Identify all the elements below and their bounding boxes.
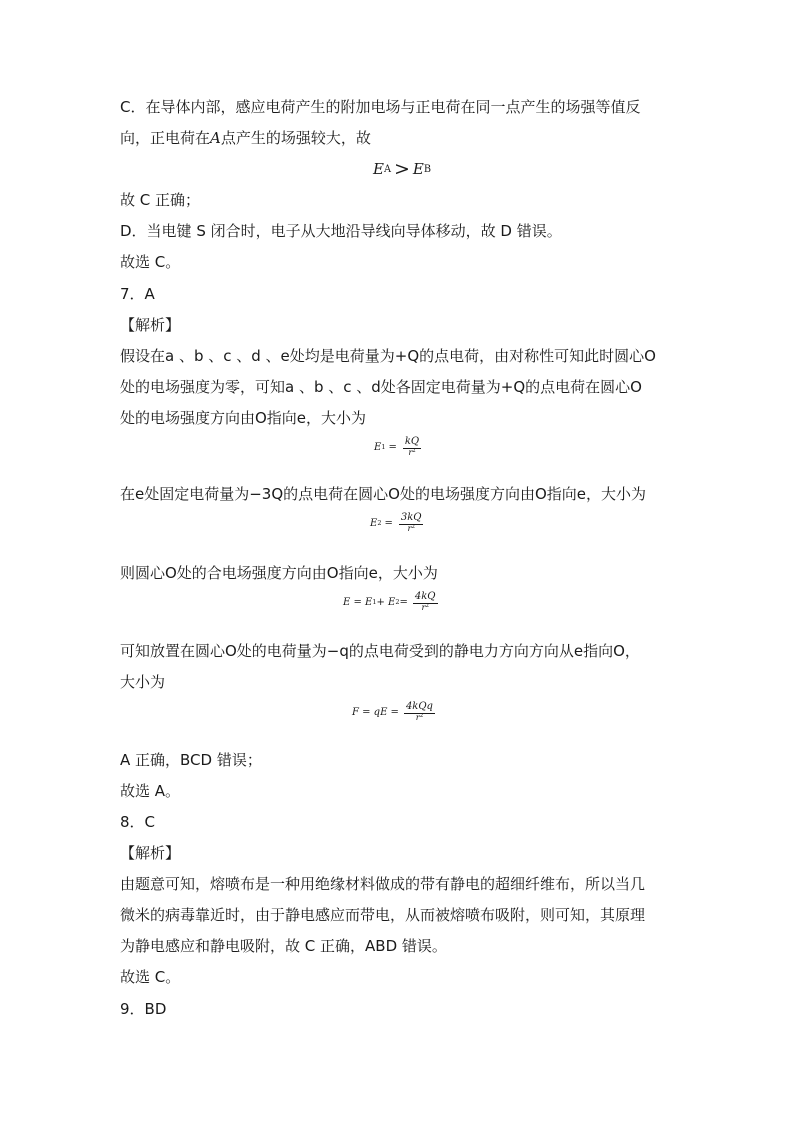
text-line: 处的电场强度方向由O指向e，大小为	[120, 409, 367, 427]
text-line: 微米的病毒靠近时，由于静电感应而带电，从而被熔喷布吸附，则可知，其原理	[120, 906, 646, 924]
text-line: 由题意可知，熔喷布是一种用绝缘材料做成的带有静电的超细纤维布，所以当几	[120, 875, 646, 893]
formula-operator: =	[399, 596, 408, 608]
formula-subscript: A	[383, 163, 391, 175]
formula-symbol: r	[421, 602, 426, 613]
formula-ea-gt-eb	[373, 158, 431, 180]
formula-superscript: 2	[411, 523, 415, 530]
text-line: 故选 C。	[120, 253, 181, 271]
formula-e1	[374, 437, 421, 457]
fraction-denominator	[416, 714, 423, 723]
formula-superscript: 2	[425, 602, 429, 609]
question-number: 7．A	[120, 285, 155, 303]
formula-text: F = qE =	[352, 706, 399, 718]
text-line: D．当电键 S 闭合时，电子从大地沿导线向导体移动，故 D 错误。	[120, 222, 562, 240]
text-line: 处的电场强度为零，可知a 、b 、c 、d处各固定电荷量为+Q的点电荷在圆心O	[120, 378, 642, 396]
formula-subscript: 1	[381, 443, 386, 452]
formula-operator: =	[384, 517, 393, 529]
formula-text: E = E	[343, 596, 373, 608]
text-fragment: 向，正电荷在	[120, 129, 211, 147]
text-line: 在e处固定电荷量为−3Q的点电荷在圆心O处的电场强度方向由O指向e，大小为	[120, 485, 646, 503]
formula-symbol: r	[408, 447, 413, 458]
point-label: A	[210, 129, 221, 147]
formula-symbol: r	[415, 712, 420, 723]
formula-force	[352, 702, 435, 722]
fraction-numerator: 3kQ	[400, 512, 422, 523]
fraction-numerator: 4kQq	[405, 701, 433, 712]
formula-operator: =	[388, 441, 397, 453]
text-line: 为静电感应和静电吸附，故 C 正确，ABD 错误。	[120, 937, 447, 955]
fraction	[413, 592, 438, 612]
formula-symbol: E	[412, 160, 424, 178]
formula-subscript: 1	[372, 598, 377, 607]
fraction-denominator	[422, 604, 429, 613]
formula-symbol: E	[370, 517, 378, 529]
text-line: 故选 C。	[120, 968, 181, 986]
formula-operator: >	[394, 158, 410, 180]
formula-subscript: 2	[377, 519, 382, 528]
formula-superscript: 2	[412, 447, 416, 454]
formula-subscript: B	[423, 163, 432, 175]
text-line: 故 C 正确；	[120, 191, 201, 209]
formula-symbol: r	[407, 523, 412, 534]
formula-e2	[370, 513, 423, 533]
formula-e-total	[343, 592, 438, 612]
text-line: 则圆心O处的合电场强度方向由O指向e，大小为	[120, 564, 438, 582]
formula-superscript: 2	[419, 712, 424, 719]
fraction-numerator: 4kQ	[414, 591, 436, 602]
fraction-denominator	[408, 449, 415, 458]
text-line: 故选 A。	[120, 782, 181, 800]
text-fragment: 点产生的场强较大，故	[220, 129, 371, 147]
text-line: C．在导体内部，感应电荷产生的附加电场与正电荷在同一点产生的场强等值反	[120, 98, 641, 116]
text-line: 大小为	[120, 673, 166, 691]
formula-text: + E	[376, 596, 396, 608]
text-line: 假设在a 、b 、c 、d 、e处均是电荷量为+Q的点电荷，由对称性可知此时圆心O	[120, 347, 656, 365]
fraction	[404, 702, 435, 722]
question-number: 9．BD	[120, 1000, 167, 1018]
analysis-heading: 【解析】	[120, 316, 181, 334]
analysis-heading: 【解析】	[120, 844, 181, 862]
fraction	[399, 513, 424, 533]
question-number: 8．C	[120, 813, 156, 831]
fraction-denominator	[407, 525, 414, 534]
text-line	[120, 127, 371, 149]
formula-symbol: E	[373, 160, 384, 178]
formula-symbol: E	[374, 441, 382, 453]
fraction-numerator: kQ	[404, 436, 420, 447]
formula-subscript: 2	[395, 598, 400, 607]
text-line: A 正确，BCD 错误；	[120, 751, 262, 769]
fraction	[403, 437, 421, 457]
text-line: 可知放置在圆心O处的电荷量为−q的点电荷受到的静电力方向方向从e指向O，	[120, 642, 640, 660]
